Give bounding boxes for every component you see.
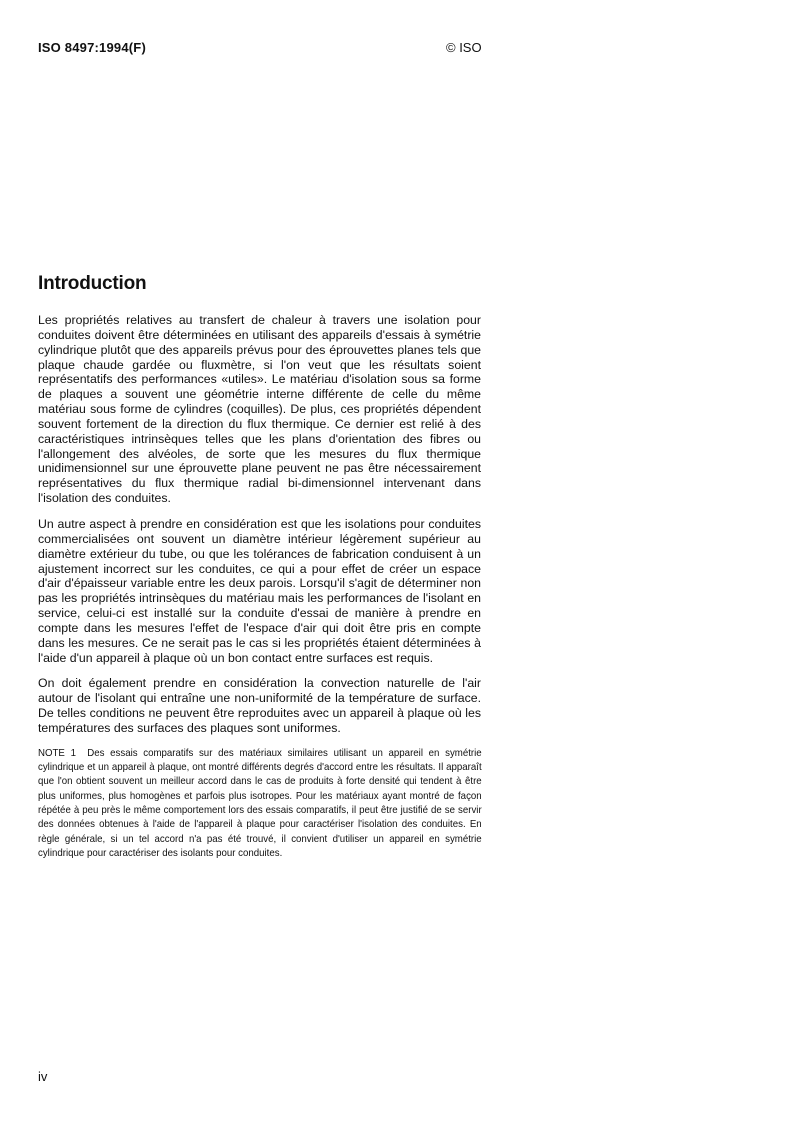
document-body	[38, 313, 481, 861]
standard-reference: ISO 8497:1994(F)	[38, 40, 146, 55]
page-number: iv	[38, 1069, 48, 1084]
copyright-notice: © ISO	[446, 40, 482, 55]
paragraph-3: On doit également prendre en considération la convection naturelle de l'air autour de l'isolant qui entraîne une non-uniformité de la température de surface. De telles conditions ne peuvent être reproduites avec un appareil à plaque où les températures des surfaces des plaques sont uniformes.	[38, 676, 481, 735]
note-label: NOTE 1	[38, 747, 76, 759]
paragraph-2: Un autre aspect à prendre en considération est que les isolations pour conduites commercialisées ont souvent un diamètre intérieur légèrement supérieur au diamètre extérieur du tube, ou que les tolérances de fabrication conduisent à un ajustement incorrect sur les conduites, ce qui a pour effet de créer un espace d'air d'épaisseur variable entre les deux parois. Lorsqu'il s'agit de déterminer non pas les propriétés intrinsèques du matériau mais les performances de l'isolant en service, celui-ci est installé sur la conduite d'essai de manière à prendre en compte dans les mesures l'effet de l'espace d'air qui doit être pris en compte dans les mesures. Ce ne serait pas le cas si les propriétés étaient déterminées à l'aide d'un appareil à plaque où un bon contact entre surfaces est requis.	[38, 516, 481, 665]
note-text: Des essais comparatifs sur des matériaux similaires utilisant un appareil en symétrie cylindrique et un appareil à plaque, ont montré différents degrés d'accord entre les résultats. Il apparaît que l'on obtient souvent un meilleur accord dans le cas de produits à forte densité qui tendent à être plus uniformes, plus homogènes et parfois plus isotropes. Pour les matériaux ayant montré de façon répétée à peu près le même comportement lors des essais comparatifs, il peut être justifié de se servir des données obtenues à l'aide de l'appareil à plaque pour caractériser l'isolation des conduites. En règle générale, si un tel accord n'a pas été trouvé, il convient d'utiliser un appareil en symétrie cylindrique pour caractériser des isolants pour conduites.	[38, 747, 482, 859]
note-1	[38, 747, 482, 861]
paragraph-1: Les propriétés relatives au transfert de chaleur à travers une isolation pour conduites doivent être déterminées en utilisant des appareils d'essais à symétrie cylindrique plutôt que des appareils prévus pour des éprouvettes planes tels que plaque chaude gardée ou fluxmètre, si l'on veut que les résultats soient représentatifs des performances «utiles». Le matériau d'isolation sous sa forme de plaques a souvent une géométrie interne différente de celle du même matériau sous forme de cylindres (coquilles). De plus, ces propriétés dépendent souvent fortement de la direction du flux thermique. Ce dernier est relié à des caractéristiques intrinsèques telles que les plans d'orientation des fibres ou l'allongement des alvéoles, de sorte que les mesures du flux thermique unidimensionnel sur une éprouvette plane peuvent ne pas être nécessairement représentatives du flux thermique radial bi-dimensionnel intervenant dans l'isolation des conduites.	[38, 313, 481, 506]
section-title: Introduction	[38, 273, 147, 294]
